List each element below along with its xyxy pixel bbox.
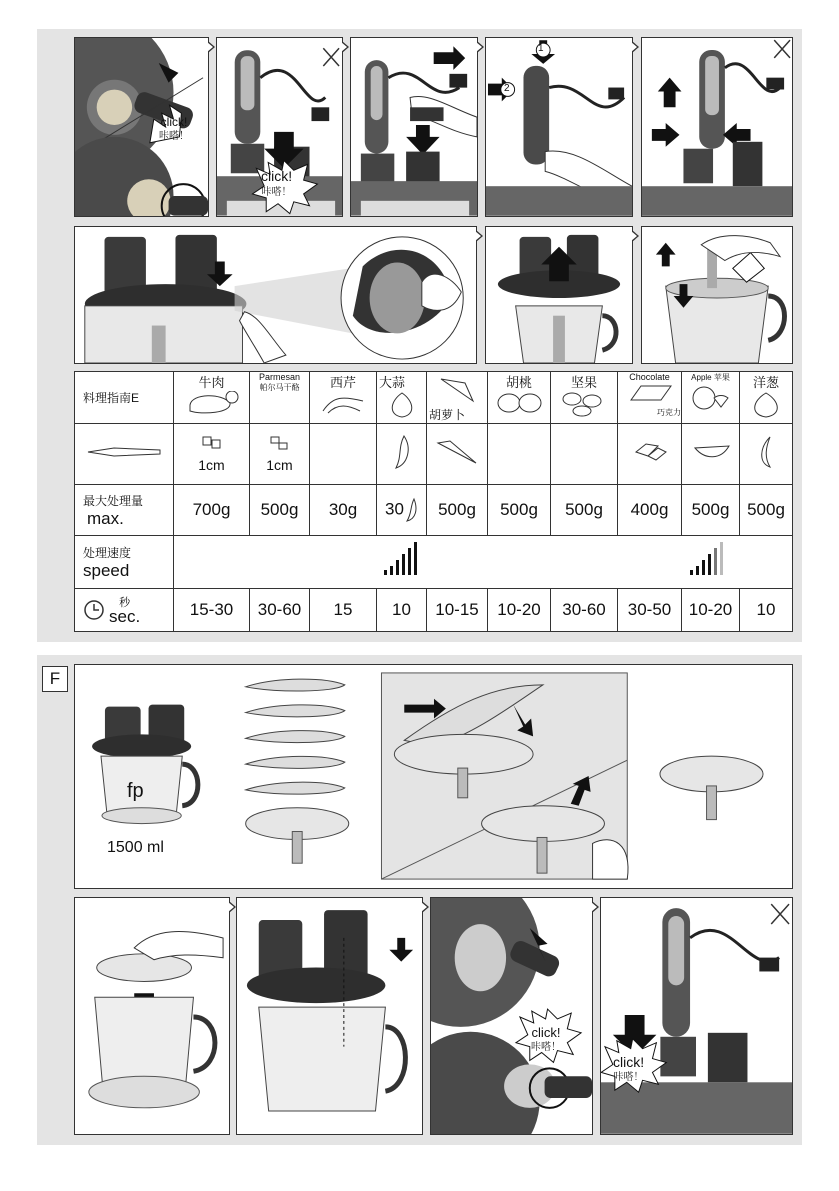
- food-name: 大蒜: [379, 375, 406, 390]
- step-connector-icon: [632, 41, 639, 53]
- insert-blade-icon: [246, 705, 345, 717]
- food-name: 西芹: [329, 375, 356, 390]
- food-name: 坚果: [570, 375, 597, 390]
- garlic-clove-icon: [404, 497, 418, 523]
- time-value: 30-60: [250, 589, 310, 632]
- plug-icon: [449, 74, 467, 88]
- food-name: 牛肉: [198, 375, 225, 390]
- step-frame-4: [485, 37, 633, 217]
- click-text: click!: [160, 115, 188, 129]
- insert-blade-icon: [246, 679, 345, 691]
- food-name: 洋葱: [752, 375, 779, 390]
- warning-blade-icon: [733, 253, 765, 283]
- step-frame-f1: [74, 897, 230, 1135]
- section-letter: F: [42, 666, 68, 692]
- food-name: Apple 苹果: [691, 373, 730, 382]
- cut-size-row: [75, 424, 793, 485]
- food-sub: 帕尔马干酪: [259, 383, 300, 392]
- speed-row: [75, 536, 793, 589]
- step-frame-f3: [430, 897, 593, 1135]
- food-cell-garlic: [377, 372, 427, 424]
- max-amount-row: [75, 485, 793, 536]
- nuts-icon: [558, 391, 610, 417]
- insert-blade-icon: [246, 756, 345, 768]
- click-text-cn: 咔嗒！: [159, 131, 189, 142]
- max-value: 500g: [488, 485, 551, 536]
- onion-icon: [746, 391, 786, 419]
- plug-icon: [311, 107, 329, 121]
- capacity-label: 1500 ml: [107, 839, 164, 856]
- step-number: 2: [504, 83, 510, 94]
- step-number: 2: [661, 248, 666, 257]
- step-connector-icon: [229, 901, 236, 913]
- step-connector-icon: [632, 230, 639, 242]
- time-label-en: sec.: [109, 607, 141, 626]
- step-connector-icon: [422, 901, 429, 913]
- garlic-icon: [382, 391, 422, 419]
- click-text: click!: [261, 168, 293, 184]
- cube-icon: [265, 434, 295, 452]
- time-value: 10: [740, 589, 793, 632]
- time-value: 15-30: [174, 589, 250, 632]
- food-cell-onion: [740, 372, 793, 424]
- max-value: 500g: [551, 485, 618, 536]
- speed-cell: [682, 536, 793, 589]
- time-value: 10-20: [488, 589, 551, 632]
- onion-slice-icon: [754, 435, 778, 469]
- click-text-cn: 咔嗒！: [613, 1072, 644, 1083]
- click-text-cn: 咔嗒！: [531, 1042, 561, 1053]
- accessories-overview-frame: [74, 664, 793, 889]
- arrow-right-icon: [652, 123, 680, 147]
- step-connector-icon: [208, 41, 215, 53]
- max-value: 30: [385, 499, 404, 519]
- speed-label-en: speed: [83, 560, 130, 580]
- food-row: [75, 372, 793, 424]
- apple-icon: [688, 383, 734, 411]
- step-frame-f4: [600, 897, 793, 1135]
- food-name: 胡桃: [505, 375, 532, 390]
- step-connector-icon: [476, 230, 483, 242]
- garlic-clove-icon: [390, 434, 414, 470]
- chocolate-piece-icon: [630, 440, 670, 464]
- max-label-cn: 最大处理量: [83, 493, 144, 508]
- speed-label-cn: 处理速度: [83, 545, 132, 560]
- step-frame-6: [74, 226, 477, 364]
- time-value: 30-50: [618, 589, 682, 632]
- cut-size: 1cm: [198, 456, 225, 473]
- click-text: click!: [613, 1054, 645, 1070]
- max-value: 700g: [174, 485, 250, 536]
- guide-title: 料理指南E: [75, 372, 174, 424]
- food-name: Parmesan: [258, 372, 301, 382]
- time-label-cn: 秒: [119, 597, 131, 609]
- step-connector-icon: [592, 901, 599, 913]
- food-cell-nuts: [551, 372, 618, 424]
- step-frame-3: [350, 37, 478, 217]
- step-connector-icon: [342, 41, 349, 53]
- carrot-icon: [435, 375, 479, 403]
- max-label-en: max.: [87, 508, 124, 528]
- step-frame-5: [641, 37, 793, 217]
- arrow-up-icon: [656, 243, 676, 267]
- apple-slice-icon: [691, 440, 731, 464]
- processing-guide-table: [74, 371, 793, 632]
- insert-blade-icon: [246, 782, 345, 794]
- speed-cell: [174, 536, 618, 589]
- insert-blade-icon: [246, 731, 345, 743]
- step-number: 1: [538, 43, 544, 54]
- max-value: 400g: [618, 485, 682, 536]
- food-cell-apple: [682, 372, 740, 424]
- speed-variable-icon: [682, 540, 742, 580]
- food-sub: 巧克力: [657, 408, 681, 417]
- cut-size: 1cm: [266, 456, 293, 473]
- food-cell-carrot: [427, 372, 488, 424]
- max-value: 500g: [250, 485, 310, 536]
- power-cord-illustration: [260, 70, 325, 101]
- max-value: 500g: [682, 485, 740, 536]
- food-cell-beef: [174, 372, 250, 424]
- time-value: 10-15: [427, 589, 488, 632]
- clock-icon: [83, 599, 105, 621]
- food-cell-celery: [310, 372, 377, 424]
- carrot-piece-icon: [432, 437, 482, 467]
- time-value: 30-60: [551, 589, 618, 632]
- step-number: 1: [679, 289, 684, 298]
- walnut-icon: [494, 391, 544, 415]
- beef-icon: [182, 391, 242, 417]
- unplug-icon: [771, 904, 789, 924]
- food-name: 胡萝卜: [429, 408, 466, 422]
- food-cell-chocolate: [618, 372, 682, 424]
- cube-icon: [197, 434, 227, 452]
- time-row: [75, 589, 793, 632]
- click-text-cn: 咔嗒！: [261, 187, 292, 198]
- unplug-icon: [323, 48, 339, 66]
- chocolate-icon: [625, 382, 675, 404]
- time-value: 10: [377, 589, 427, 632]
- time-value: 10-20: [682, 589, 740, 632]
- arrow-up-icon: [658, 78, 682, 108]
- arrow-down-icon: [389, 938, 413, 962]
- speed-max-icon: [366, 540, 426, 580]
- time-value: 15: [310, 589, 377, 632]
- food-cell-parmesan: [250, 372, 310, 424]
- processor-label: fp: [127, 780, 144, 802]
- step-frame-7: [485, 226, 633, 364]
- step-connector-icon: [477, 41, 484, 53]
- max-value: 30g: [310, 485, 377, 536]
- step-frame-1: [74, 37, 209, 217]
- arrow-down-icon: [406, 125, 439, 155]
- step-frame-f2: [236, 897, 423, 1135]
- food-cell-walnut: [488, 372, 551, 424]
- step-frame-2: [216, 37, 343, 217]
- step-frame-8: [641, 226, 793, 364]
- max-value: 500g: [740, 485, 793, 536]
- click-text: click!: [531, 1025, 561, 1040]
- max-value: 500g: [427, 485, 488, 536]
- unplug-icon: [774, 40, 790, 58]
- knife-icon: [75, 424, 174, 485]
- celery-icon: [318, 391, 368, 417]
- arrow-right-icon: [434, 46, 466, 70]
- food-name: Chocolate: [629, 372, 670, 382]
